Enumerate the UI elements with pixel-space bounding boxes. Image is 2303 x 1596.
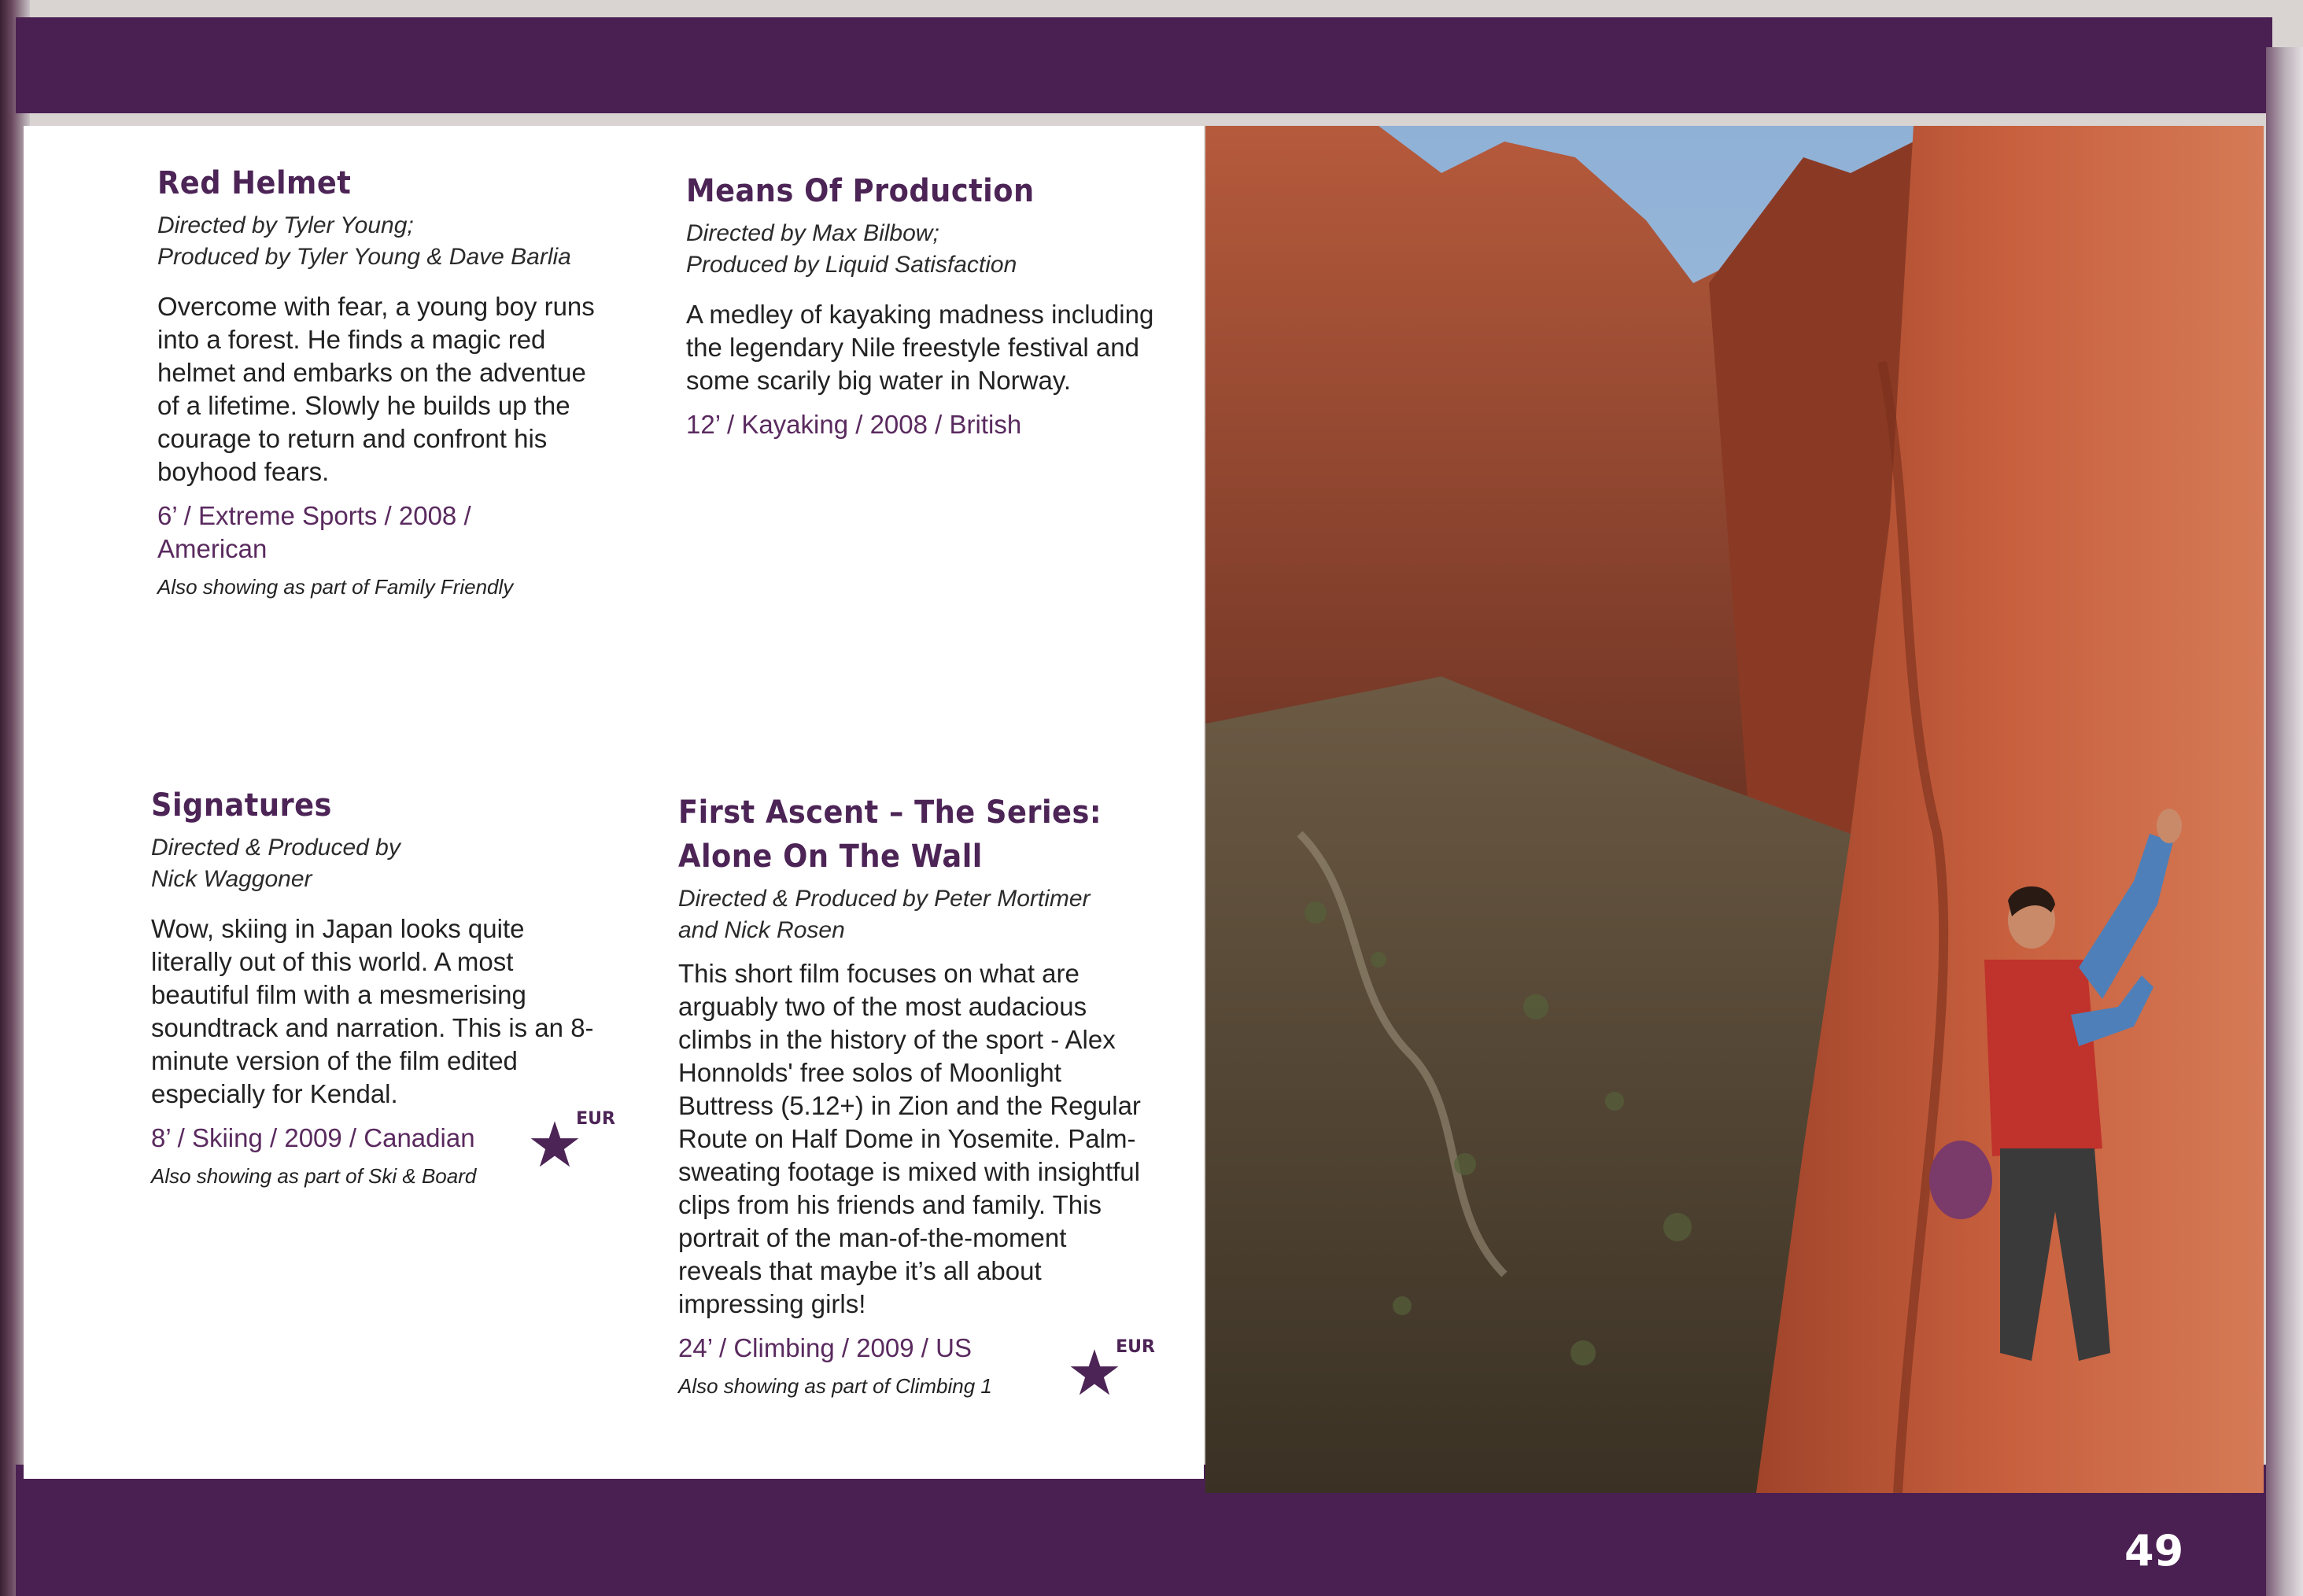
film-title: Signatures — [151, 787, 332, 824]
film-credits — [686, 218, 1174, 281]
film-meta: 24’ / Climbing / 2009 / US — [678, 1333, 972, 1362]
page-outer-edge — [2266, 47, 2303, 1596]
eur-badge — [529, 1109, 615, 1180]
film-title: Red Helmet — [157, 165, 352, 201]
also-showing-note: Also showing as part of Ski & Board — [151, 1164, 477, 1188]
film-description: A medley of kayaking madness including the legendary Nile freestyle festival and some scarily big water in Norway. — [686, 300, 1154, 395]
film-entry-means-of-production — [686, 169, 1174, 441]
film-entry-red-helmet — [157, 161, 629, 600]
star-icon — [1068, 1347, 1120, 1399]
page-number: 49 — [2124, 1526, 2184, 1576]
climbing-photo — [1205, 126, 2264, 1493]
film-title-line: First Ascent – The Series: — [678, 794, 1102, 831]
credit-line: and Nick Rosen — [678, 917, 845, 943]
header-band — [16, 17, 2272, 113]
credit-line: Produced by Tyler Young & Dave Barlia — [157, 244, 571, 270]
eur-label: EUR — [1116, 1337, 1155, 1357]
film-description: This short film focuses on what are arguably two of the most audacious climbs in the history of the sport - Alex Honnolds' free solos of Moonlight Buttress (5.12+) in Zion and the Regular Route on Half Dome in Yosemite. Palm-sweating footage is mixed with insightful clips from his friends and family. This portrait of the man-of-the-moment reveals that maybe it’s all about impressing girls! — [678, 959, 1141, 1318]
credit-line: Directed by Tyler Young; — [157, 212, 414, 238]
film-meta: 8’ / Skiing / 2009 / Canadian — [151, 1123, 475, 1152]
film-credits — [157, 210, 629, 273]
credit-line: Directed & Produced by — [151, 835, 400, 861]
film-meta: 12’ / Kayaking / 2008 / British — [686, 410, 1022, 439]
canyon-climber-illustration — [1205, 126, 2264, 1493]
film-title: Means Of Production — [686, 173, 1035, 209]
also-showing-note: Also showing as part of Climbing 1 — [678, 1374, 992, 1398]
eur-badge — [1068, 1337, 1155, 1408]
credit-line: Nick Waggoner — [151, 866, 312, 892]
star-icon — [529, 1119, 581, 1170]
film-description: Wow, skiing in Japan looks quite literally out of this world. A most beautiful film with a mesmerising soundtrack and narration. This is an 8-minute version of the film edited especially for Kendal. — [151, 914, 594, 1108]
credit-line: Directed by Max Bilbow; — [686, 220, 939, 246]
film-meta: 6’ / Extreme Sports / 2008 / American — [157, 501, 471, 563]
film-credits — [151, 832, 623, 895]
credit-line: Directed & Produced by Peter Mortimer — [678, 886, 1091, 912]
credit-line: Produced by Liquid Satisfaction — [686, 252, 1017, 278]
film-entry-first-ascent — [678, 791, 1182, 1399]
film-credits — [678, 883, 1182, 946]
film-title-line: Alone On The Wall — [678, 839, 983, 875]
film-description: Overcome with fear, a young boy runs into a forest. He finds a magic red helmet and embarks on the adventue of a lifetime. Slowly he builds up the courage to return and confront his boyhood fears. — [157, 292, 595, 486]
eur-label: EUR — [576, 1109, 615, 1129]
also-showing-note: Also showing as part of Family Friendly — [157, 575, 514, 599]
